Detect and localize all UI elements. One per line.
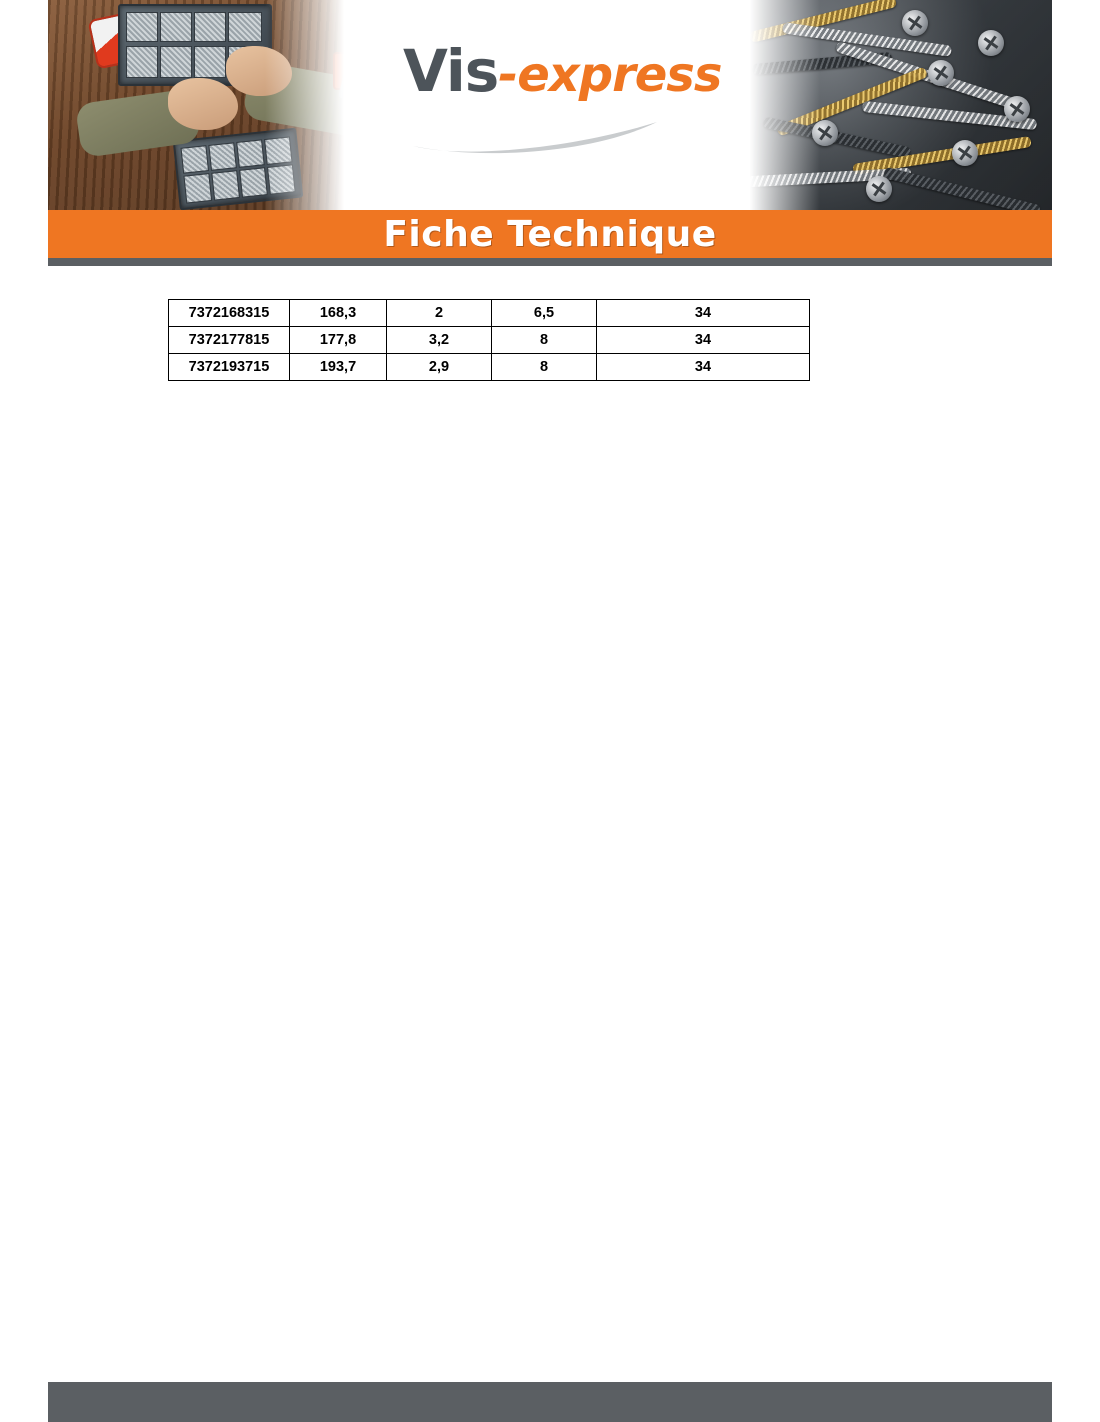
workbench-photo — [48, 0, 353, 210]
cell-thickness: 2 — [387, 300, 492, 327]
cell-quantity: 34 — [597, 300, 810, 327]
cell-length: 177,8 — [290, 327, 387, 354]
logo-swoosh-icon — [411, 120, 661, 154]
fiche-technique-banner — [48, 210, 1052, 258]
brand-name-primary: Vis — [403, 37, 499, 105]
screws-pile-photo — [742, 0, 1052, 210]
cell-reference: 7372177815 — [169, 327, 290, 354]
table-row — [169, 354, 810, 381]
page-footer-bar — [48, 1382, 1052, 1422]
cell-diameter: 8 — [492, 327, 597, 354]
banner-underline — [48, 258, 1052, 266]
cell-diameter: 8 — [492, 354, 597, 381]
cell-quantity: 34 — [597, 327, 810, 354]
photo-fade-right — [742, 0, 820, 210]
cell-length: 168,3 — [290, 300, 387, 327]
brand-logo-text — [403, 37, 722, 105]
specification-table — [168, 299, 810, 381]
cell-length: 193,7 — [290, 354, 387, 381]
table-row — [169, 327, 810, 354]
cell-thickness: 3,2 — [387, 327, 492, 354]
cell-quantity: 34 — [597, 354, 810, 381]
cell-diameter: 6,5 — [492, 300, 597, 327]
brand-name-secondary: -express — [498, 47, 722, 103]
cell-reference: 7372168315 — [169, 300, 290, 327]
banner-title: Fiche Technique — [383, 213, 717, 255]
cell-reference: 7372193715 — [169, 354, 290, 381]
cell-thickness: 2,9 — [387, 354, 492, 381]
document-header — [48, 0, 1052, 210]
table-row — [169, 300, 810, 327]
brand-logo — [403, 37, 722, 167]
photo-fade-left — [265, 0, 353, 210]
